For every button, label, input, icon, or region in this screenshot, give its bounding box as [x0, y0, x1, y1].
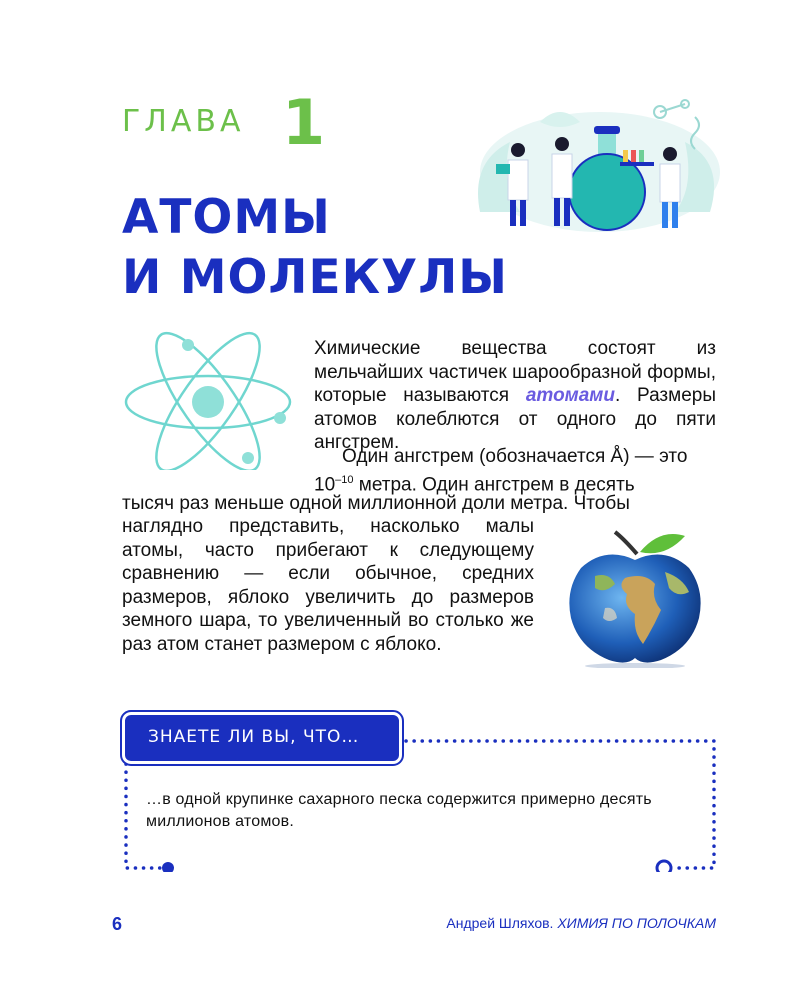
intro-paragraph-1: Химические вещества состоят из мельчайших частичек шарообразной формы, которые называются атомами. Размеры атомов колеблются от одного до пяти ангстрем. — [314, 338, 716, 453]
title-line-1: АТОМЫ — [122, 190, 331, 245]
title-line-2: И МОЛЕКУЛЫ — [122, 250, 508, 305]
scientists-lab-illustration — [460, 92, 730, 242]
footer-author: Андрей Шляхов. — [446, 915, 554, 931]
page-number: 6 — [112, 914, 123, 934]
atom-icon — [120, 330, 300, 470]
intro-paragraph-2-start: Один ангстрем (обозначается Å) — это $10^{-10}$ метра. Один ангстрем в десять — [314, 446, 688, 495]
chapter-number: 1 — [282, 86, 326, 159]
footer-credit — [446, 915, 716, 931]
term-atoms: атомами — [525, 385, 615, 406]
intro-paragraph-2-line: тысяч раз меньше одной миллионной доли метра. Чтобы — [122, 493, 630, 514]
intro-paragraph-2-rest: наглядно представить, насколько малы атомы, часто прибегают к следующему сравнению — если обычное, средних размеров, яблоко увеличить до размеров земного шара, то увеличенный во столько же раз атом станет размером с яблоко. — [122, 516, 534, 655]
facts-header: ЗНАЕТЕ ЛИ ВЫ, ЧТО… — [148, 727, 360, 747]
exponent: –10 — [335, 473, 354, 486]
facts-body: …в одной крупинке сахарного песка содержится примерно десять миллионов атомов. — [146, 791, 652, 830]
earth-apple-image — [565, 528, 705, 668]
footer-book-title: ХИМИЯ ПО ПОЛОЧКАМ — [557, 915, 716, 931]
chapter-label: ГЛАВА — [122, 104, 245, 139]
page-title — [122, 188, 508, 308]
